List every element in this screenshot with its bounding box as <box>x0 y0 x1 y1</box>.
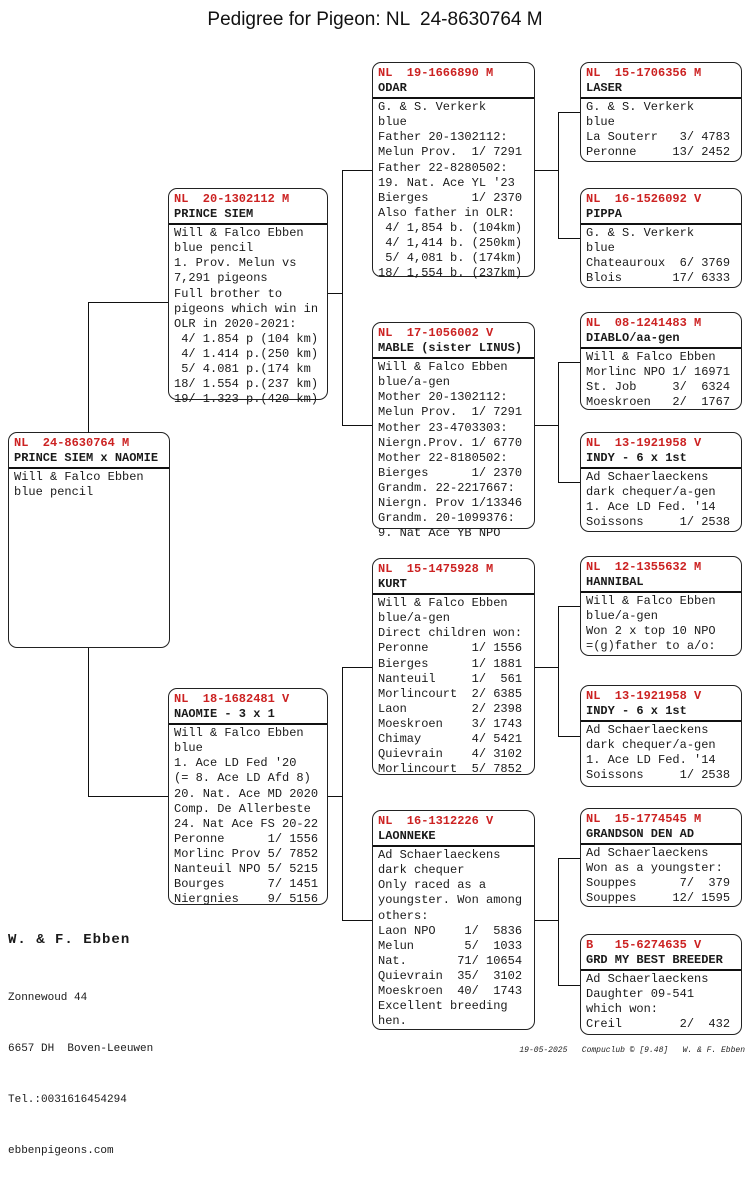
info-line: Bierges 1/ 1881 <box>378 656 523 671</box>
pigeon-name: HANNIBAL <box>586 575 644 590</box>
info-line: 18/ 1.554 p.(237 km) <box>174 377 319 392</box>
info-line: Moeskroen 3/ 1743 <box>378 716 523 731</box>
divider <box>169 223 327 225</box>
info-line: 9. Nat Ace YB NPO <box>378 526 501 541</box>
info-line: Ad Schaerlaeckens <box>586 846 709 861</box>
info-line: Niergnies 9/ 5156 <box>174 892 319 907</box>
pigeon-name: PRINCE SIEM x NAOMIE <box>14 451 159 466</box>
info-line: Won as a youngster: <box>586 861 723 876</box>
connector-line <box>558 238 580 239</box>
divider <box>581 97 741 99</box>
pigeon-name: MABLE (sister LINUS) <box>378 341 523 356</box>
divider <box>373 357 534 359</box>
pigeon-name: KURT <box>378 577 407 592</box>
info-line: 4/ 1,854 b. (104km) <box>378 220 523 235</box>
pigeon-name: PIPPA <box>586 207 623 222</box>
info-line: dark chequer/a-gen <box>586 738 716 753</box>
owner-name: W. & F. Ebben <box>8 932 131 948</box>
info-line: Morlincourt 5/ 7852 <box>378 762 523 777</box>
info-line: G. & S. Verkerk <box>586 226 695 241</box>
info-line: blue <box>174 741 203 756</box>
info-line: Will & Falco Ebben <box>174 226 304 241</box>
info-line: dark chequer/a-gen <box>586 485 716 500</box>
divider <box>581 720 741 722</box>
info-line: Bourges 7/ 1451 <box>174 877 319 892</box>
info-line: Creil 2/ 432 <box>586 1017 731 1032</box>
connector-line <box>558 606 580 607</box>
page-title: Pedigree for Pigeon: NL 24-8630764 M <box>207 9 543 30</box>
pedigree-box-sire-dam-sire <box>580 312 742 410</box>
info-line: Bierges 1/ 2370 <box>378 190 523 205</box>
info-line: G. & S. Verkerk <box>586 100 695 115</box>
info-line: 1. Ace LD Fed. '14 <box>586 500 716 515</box>
ring-number: NL 12-1355632 M <box>586 560 702 574</box>
ring-number: NL 19-1666890 M <box>378 66 494 80</box>
pedigree-box-subject <box>8 432 170 648</box>
pedigree-box-dam-dam <box>372 810 535 1030</box>
address-street: Zonnewoud 44 <box>8 992 88 1004</box>
info-line: blue <box>586 115 615 130</box>
info-line: blue pencil <box>14 485 94 500</box>
ring-number: NL 15-1774545 M <box>586 812 702 826</box>
info-line: Quievrain 35/ 3102 <box>378 968 523 983</box>
connector-line <box>558 606 559 737</box>
connector-line <box>88 302 89 433</box>
info-line: St. Job 3/ 6324 <box>586 380 731 395</box>
info-line: Laon NPO 1/ 5836 <box>378 923 523 938</box>
pigeon-name: PRINCE SIEM <box>174 207 254 222</box>
info-line: Direct children won: <box>378 626 523 641</box>
divider <box>581 969 741 971</box>
info-line: Father 22-8280502: <box>378 160 508 175</box>
info-line: Souppes 7/ 379 <box>586 876 731 891</box>
info-line: Souppes 12/ 1595 <box>586 891 731 906</box>
divider <box>373 845 534 847</box>
pedigree-box-dam-dam-dam <box>580 934 742 1035</box>
info-line: 4/ 1,414 b. (250km) <box>378 236 523 251</box>
ring-number: NL 18-1682481 V <box>174 692 290 706</box>
info-line: Niergn. Prov 1/13346 <box>378 496 523 511</box>
address-city: 6657 DH Boven-Leeuwen <box>8 1043 154 1055</box>
connector-line <box>558 112 580 113</box>
pedigree-box-dam-sire-dam <box>580 685 742 787</box>
divider <box>581 843 741 845</box>
info-line: Ad Schaerlaeckens <box>378 848 501 863</box>
info-line: 5/ 4,081 b. (174km) <box>378 251 523 266</box>
info-line: 19/ 1.323 p.(420 km) <box>174 392 319 407</box>
connector-line <box>342 667 372 668</box>
divider <box>373 593 534 595</box>
ring-number: NL 16-1312226 V <box>378 814 494 828</box>
info-line: Won 2 x top 10 NPO <box>586 624 716 639</box>
divider <box>581 223 741 225</box>
connector-line <box>558 482 580 483</box>
connector-line <box>342 425 372 426</box>
pigeon-name: LAONNEKE <box>378 829 436 844</box>
info-line: (= 8. Ace LD Afd 8) <box>174 771 311 786</box>
pedigree-box-dam <box>168 688 328 905</box>
info-line: others: <box>378 908 429 923</box>
info-line: blue <box>378 115 407 130</box>
ring-number: NL 13-1921958 V <box>586 689 702 703</box>
info-line: Nanteuil 1/ 561 <box>378 671 523 686</box>
connector-line <box>535 425 558 426</box>
pedigree-box-sire-sire <box>372 62 535 281</box>
info-line: hen. <box>378 1014 407 1029</box>
info-line: Morlincourt 2/ 6385 <box>378 686 523 701</box>
ring-number: NL 08-1241483 M <box>586 316 702 330</box>
info-line: Mother 20-1302112: <box>378 390 508 405</box>
pigeon-name: DIABLO/aa-gen <box>586 331 680 346</box>
connector-line <box>88 796 168 797</box>
connector-line <box>535 920 558 921</box>
info-line: Father 20-1302112: <box>378 130 508 145</box>
info-line: Mother 23-4703303: <box>378 420 508 435</box>
divider <box>581 467 741 469</box>
pigeon-name: INDY - 6 x 1st <box>586 451 687 466</box>
info-line: Morlinc Prov 5/ 7852 <box>174 846 319 861</box>
phone-number: Tel.:0031616454294 <box>8 1094 127 1106</box>
info-line: Chateauroux 6/ 3769 <box>586 256 731 271</box>
info-line: G. & S. Verkerk <box>378 100 487 115</box>
divider <box>581 591 741 593</box>
pigeon-name: NAOMIE - 3 x 1 <box>174 707 275 722</box>
connector-line <box>558 112 559 239</box>
info-line: Melun 5/ 1033 <box>378 938 523 953</box>
ring-number: NL 15-1475928 M <box>378 562 494 576</box>
info-line: =(g)father to a/o: <box>586 639 716 654</box>
connector-line <box>558 736 580 737</box>
info-line: Peronne 13/ 2452 <box>586 145 731 160</box>
info-line: Laon 2/ 2398 <box>378 701 523 716</box>
info-line: Excellent breeding <box>378 999 508 1014</box>
info-line: 24. Nat Ace FS 20-22 <box>174 816 319 831</box>
info-line: dark chequer <box>378 863 465 878</box>
info-line: Will & Falco Ebben <box>14 470 144 485</box>
info-line: Chimay 4/ 5421 <box>378 732 523 747</box>
info-line: Peronne 1/ 1556 <box>378 641 523 656</box>
info-line: Bierges 1/ 2370 <box>378 465 523 480</box>
info-line: Melun Prov. 1/ 7291 <box>378 145 523 160</box>
connector-line <box>342 170 372 171</box>
pedigree-box-sire-dam <box>372 322 535 541</box>
pedigree-box-sire-dam-dam <box>580 432 742 532</box>
info-line: Ad Schaerlaeckens <box>586 470 709 485</box>
connector-line <box>342 667 343 921</box>
connector-line <box>328 293 342 294</box>
divider <box>169 723 327 725</box>
info-line: Blois 17/ 6333 <box>586 271 731 286</box>
info-line: Will & Falco Ebben <box>174 726 304 741</box>
pigeon-name: GRD MY BEST BREEDER <box>586 953 723 968</box>
info-line: 4/ 1.414 p.(250 km) <box>174 346 319 361</box>
info-line: Quievrain 4/ 3102 <box>378 747 523 762</box>
ring-number: NL 16-1526092 V <box>586 192 702 206</box>
divider <box>373 97 534 99</box>
info-line: Full brother to <box>174 286 283 301</box>
connector-line <box>558 362 559 483</box>
info-line: which won: <box>586 1002 659 1017</box>
info-line: Will & Falco Ebben <box>586 350 716 365</box>
info-line: Melun Prov. 1/ 7291 <box>378 405 523 420</box>
info-line: Grandm. 22-2217667: <box>378 480 515 495</box>
pigeon-name: ODAR <box>378 81 407 96</box>
info-line: blue/a-gen <box>378 375 451 390</box>
info-line: Grandm. 20-1099376: <box>378 511 515 526</box>
info-line: Moeskroen 2/ 1767 <box>586 395 731 410</box>
info-line: Comp. De Allerbeste <box>174 801 311 816</box>
info-line: Will & Falco Ebben <box>378 360 508 375</box>
pedigree-box-dam-dam-sire <box>580 808 742 907</box>
info-line: 4/ 1.854 p (104 km) <box>174 331 319 346</box>
info-line: Morlinc NPO 1/ 16971 <box>586 365 731 380</box>
ring-number: NL 20-1302112 M <box>174 192 290 206</box>
connector-line <box>342 920 372 921</box>
connector-line <box>88 302 168 303</box>
info-line: pigeons which win in <box>174 301 319 316</box>
connector-line <box>558 858 580 859</box>
info-line: Moeskroen 40/ 1743 <box>378 984 523 999</box>
info-line: OLR in 2020-2021: <box>174 316 297 331</box>
info-line: 5/ 4.081 p.(174 km <box>174 362 311 377</box>
info-line: 1. Ace LD Fed. '14 <box>586 753 716 768</box>
info-line: Only raced as a <box>378 878 487 893</box>
info-line: 1. Ace LD Fed '20 <box>174 756 297 771</box>
info-line: Will & Falco Ebben <box>378 596 508 611</box>
info-line: 1. Prov. Melun vs <box>174 256 297 271</box>
ring-number: NL 15-1706356 M <box>586 66 702 80</box>
pedigree-box-dam-sire <box>372 558 535 775</box>
info-line: 7,291 pigeons <box>174 271 268 286</box>
info-line: youngster. Won among <box>378 893 523 908</box>
connector-line <box>342 170 343 426</box>
info-line: blue pencil <box>174 241 254 256</box>
info-line: La Souterr 3/ 4783 <box>586 130 731 145</box>
info-line: Ad Schaerlaeckens <box>586 723 709 738</box>
divider <box>581 347 741 349</box>
connector-line <box>558 858 559 986</box>
pigeon-name: LASER <box>586 81 623 96</box>
connector-line <box>535 667 558 668</box>
pigeon-name: INDY - 6 x 1st <box>586 704 687 719</box>
info-line: Also father in OLR: <box>378 205 515 220</box>
connector-line <box>535 170 558 171</box>
pedigree-box-sire <box>168 188 328 407</box>
info-line: 18/ 1,554 b. (237km) <box>378 266 523 281</box>
info-line: Nat. 71/ 10654 <box>378 953 523 968</box>
info-line: 19. Nat. Ace YL '23 <box>378 175 515 190</box>
pedigree-box-dam-sire-sire <box>580 556 742 656</box>
info-line: Will & Falco Ebben <box>586 594 716 609</box>
ring-number: NL 24-8630764 M <box>14 436 130 450</box>
website-url: ebbenpigeons.com <box>8 1145 114 1157</box>
info-line: Ad Schaerlaeckens <box>586 972 709 987</box>
pedigree-box-sire-sire-sire <box>580 62 742 162</box>
ring-number: NL 17-1056002 V <box>378 326 494 340</box>
owner-address <box>8 956 153 1194</box>
connector-line <box>88 648 89 797</box>
info-line: Niergn.Prov. 1/ 6770 <box>378 435 523 450</box>
info-line: blue/a-gen <box>586 609 659 624</box>
info-line: 20. Nat. Ace MD 2020 <box>174 786 319 801</box>
connector-line <box>558 362 580 363</box>
info-line: Nanteuil NPO 5/ 5215 <box>174 862 319 877</box>
connector-line <box>328 796 342 797</box>
pigeon-name: GRANDSON DEN AD <box>586 827 695 842</box>
pedigree-box-sire-sire-dam <box>580 188 742 288</box>
divider <box>9 467 169 469</box>
print-credit: 19-05-2025 Compuclub © [9.48] W. & F. Ebben <box>519 1046 745 1055</box>
ring-number: NL 13-1921958 V <box>586 436 702 450</box>
info-line: Soissons 1/ 2538 <box>586 515 731 530</box>
info-line: Daughter 09-541 <box>586 987 695 1002</box>
info-line: blue/a-gen <box>378 611 451 626</box>
connector-line <box>558 985 580 986</box>
info-line: blue <box>586 241 615 256</box>
info-line: Soissons 1/ 2538 <box>586 768 731 783</box>
info-line: Mother 22-8180502: <box>378 450 508 465</box>
info-line: Peronne 1/ 1556 <box>174 831 319 846</box>
ring-number: B 15-6274635 V <box>586 938 702 952</box>
